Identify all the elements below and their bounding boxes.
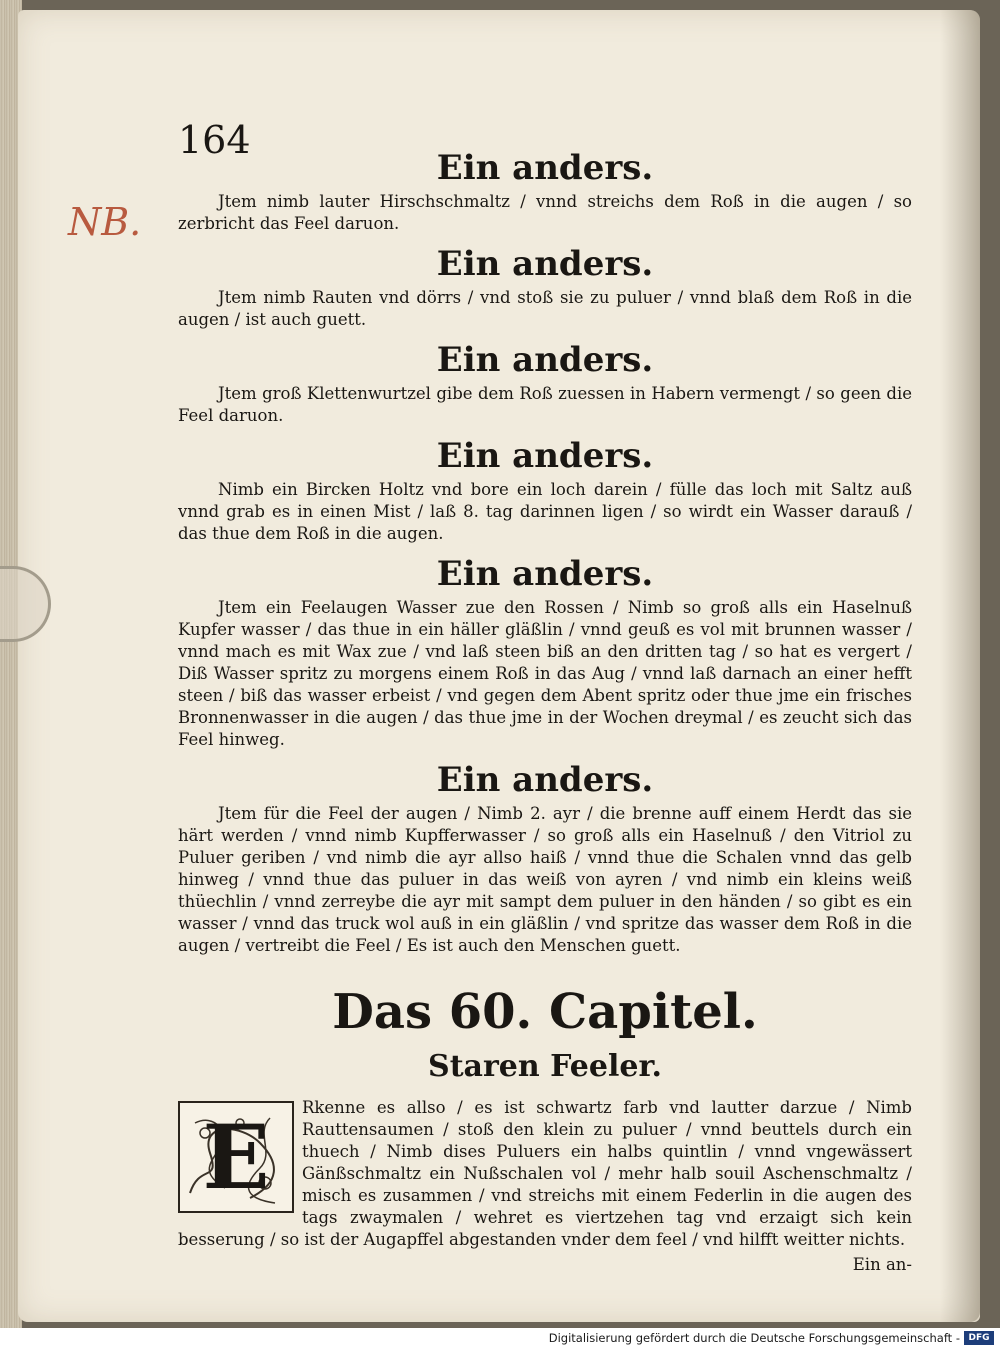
section-text: Jtem groß Klettenwurtzel gibe dem Roß zuessen in Habern vermengt / so geen die Feel daruon. bbox=[178, 384, 912, 425]
section-text: Jtem ein Feelaugen Wasser zue den Rossen / Nimb so groß alls ein Haselnuß Kupfer wasser / das thue in ein häller gläßlin / vnnd geuß es vol mit brunnen wasser / vnnd mach es mit Wax zue / vnd laß steen biß an den dritten tag / so hat es vergert / Diß Wasser spritz zu morgens einem Roß in das Aug / vnnd laß darnach an einer hefft steen / biß das wasser erbeist / vnd gegen dem Abent spritz oder thue jme ein frisches Bronnenwasser in die augen / das thue jme in der Wochen dreymal / es zeucht sich das Feel hinweg. bbox=[178, 598, 912, 749]
section-heading: Ein anders. bbox=[436, 554, 654, 594]
section-heading: Ein anders. bbox=[436, 436, 654, 476]
chapter-title: Das 60. Capitel. bbox=[332, 984, 758, 1040]
section-text: Jtem nimb lauter Hirschschmaltz / vnnd streichs dem Roß in die augen / so zerbricht das Feel daruon. bbox=[178, 192, 912, 233]
decorated-initial bbox=[178, 1101, 294, 1213]
section-heading: Ein anders. bbox=[436, 244, 654, 284]
section-heading: Ein anders. bbox=[436, 148, 654, 188]
section-heading: Ein anders. bbox=[436, 760, 654, 800]
page-number: 164 bbox=[178, 118, 251, 162]
funding-credit: Digitalisierung gefördert durch die Deutsche Forschungsgemeinschaft - bbox=[548, 1331, 960, 1345]
section-text: Nimb ein Bircken Holtz vnd bore ein loch darein / fülle das loch mit Saltz auß vnnd grab es in einen Mist / laß 8. tag darinnen ligen / so wirdt ein Wasser darauß / das thue dem Roß in die augen. bbox=[178, 480, 912, 543]
dfg-logo: DFG bbox=[964, 1331, 994, 1345]
margin-note: NB. bbox=[68, 200, 142, 244]
catchword: Ein an- bbox=[852, 1255, 912, 1274]
section-text: Jtem für die Feel der augen / Nimb 2. ayr / die brenne auff einem Herdt das sie härt werden / vnnd nimb Kupfferwasser / so groß alls ein Haselnuß / den Vitriol zu Puluer geriben / vnd nimb die ayr allso haiß / vnnd thue die Schalen vnnd das gelb hinweg / vnnd thue das puluer in das weiß von ayren / vnd nimb ein kleins weiß thüechlin / vnnd zerreybe die ayr mit sampt dem puluer in den händen / so gibt es ein wasser / vnnd das truck wol auß in ein gläßlin / vnd spritze das wasser dem Roß in die augen / vertreibt die Feel / Es ist auch den Menschen guett. bbox=[178, 804, 912, 955]
footer-bar bbox=[0, 1328, 1000, 1349]
section-text: Jtem nimb Rauten vnd dörrs / vnd stoß sie zu puluer / vnnd blaß dem Roß in die augen / ist auch guett. bbox=[178, 288, 912, 329]
section-heading: Ein anders. bbox=[436, 340, 654, 380]
page-content bbox=[178, 145, 912, 1274]
gutter-shadow bbox=[940, 10, 980, 1322]
chapter-body bbox=[178, 1097, 912, 1274]
initial-letter: E bbox=[202, 1105, 270, 1209]
chapter-subtitle: Staren Feeler. bbox=[428, 1049, 662, 1084]
chapter-text: Rkenne es allso / es ist schwartz farb vnd lautter darzue / Nimb Rauttensaumen / stoß den klein zu puluer / vnnd beuttels durch ein thuech / Nimb dises Puluers ein halbs quintlin / vnnd vngewässert Gänßschmaltz ein Nußschalen vol / mehr halb souil Aschenschmaltz / misch es zusammen / vnd streichs mit einem Federlin in die augen des tags zwaymalen / wehret es viertzehen tag vnd erzaigt sich kein besserung / so ist der Augapffel abgestanden vnder dem feel / vnd hilfft weitter nichts. bbox=[178, 1098, 912, 1249]
